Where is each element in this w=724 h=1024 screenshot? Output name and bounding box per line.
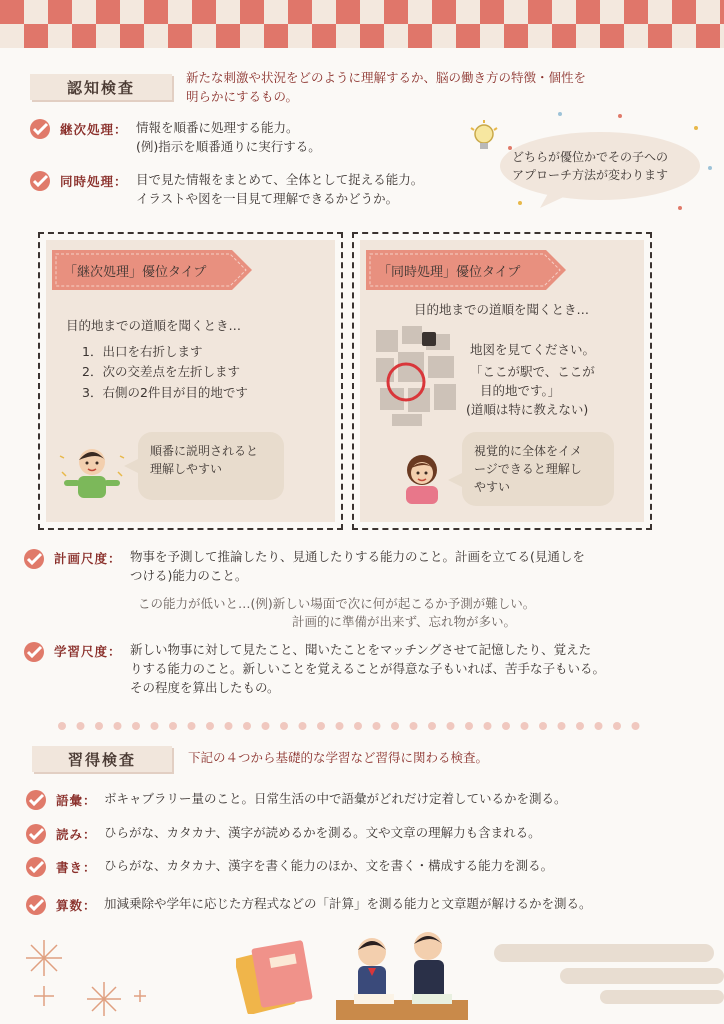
- students-illustration: [332, 926, 472, 1022]
- cloud-stripe: [494, 944, 714, 962]
- sequential-bubble: [138, 432, 284, 500]
- reading-term: 読み：: [56, 827, 97, 842]
- planning-term: 計画尺度：: [54, 551, 122, 566]
- writing-text: ひらがな、カタカナ、漢字を書く能力のほか、文を書く・構成する能力を測る。: [104, 858, 554, 873]
- sequential-prompt: 目的地までの道順を聞くとき…: [66, 318, 242, 333]
- check-icon: [24, 856, 48, 878]
- simultaneous-bubble-line2: ージできると理解し: [474, 462, 582, 476]
- map-line4: (道順は特に教えない): [466, 402, 589, 417]
- map-line3: 目的地です。」: [480, 383, 561, 398]
- simultaneous-bubble-line1: 視覚的に全体をイメ: [474, 444, 582, 458]
- cognitive-title: 認知検査: [30, 74, 172, 100]
- sequential-step-3: 3．右側の2件目が目的地です: [82, 385, 248, 400]
- sequential-bubble-line2: 理解しやすい: [150, 462, 223, 476]
- cloud-stripe: [560, 968, 724, 984]
- boy-illustration: [58, 442, 126, 502]
- speech-line2: アプローチ方法が変わります: [512, 168, 669, 182]
- sequential-step-2: 2．次の交差点を左折します: [82, 364, 240, 379]
- check-icon: [24, 823, 48, 845]
- cognitive-desc-line2: 明らかにするもの。: [186, 89, 299, 104]
- math-term: 算数：: [56, 898, 97, 913]
- check-icon: [22, 548, 46, 570]
- simultaneous-banner: 「同時処理」優位タイプ: [378, 264, 521, 280]
- planning-line2: つける)能力のこと。: [130, 568, 248, 583]
- planning-line1: 物事を予測して推論したり、見通したりする能力のこと。計画を立てる(見通しを: [130, 549, 585, 564]
- vocab-text: ボキャブラリー量のこと。日常生活の中で語彙がどれだけ定着しているかを測る。: [104, 791, 567, 806]
- learning-line3: その程度を算出したもの。: [130, 680, 280, 695]
- check-icon: [28, 170, 52, 192]
- simultaneous-line2: イラストや図を一目見て理解できるかどうか。: [136, 191, 399, 206]
- check-icon: [22, 641, 46, 663]
- learning-line1: 新しい物事に対して見たこと、聞いたことをマッチングさせて記憶したり、覚えた: [130, 642, 592, 657]
- sequential-bubble-line1: 順番に説明されると: [150, 444, 259, 458]
- check-icon: [28, 118, 52, 140]
- simultaneous-term: 同時処理：: [60, 174, 128, 189]
- cloud-stripe: [600, 990, 724, 1004]
- girl-illustration: [394, 446, 450, 506]
- learning-term: 学習尺度：: [54, 644, 122, 659]
- cognitive-desc-line1: 新たな刺激や状況をどのように理解するか、脳の働き方の特徴・個性を: [186, 70, 587, 85]
- simultaneous-line1: 目で見た情報をまとめて、全体として捉える能力。: [136, 172, 424, 187]
- map-line2: 「ここが駅で、ここが: [470, 364, 595, 379]
- check-icon: [24, 789, 48, 811]
- sequential-line2: (例)指示を順番通りに実行する。: [136, 139, 321, 154]
- sequential-term: 継次処理：: [60, 122, 128, 137]
- vocab-term: 語彙：: [56, 793, 97, 808]
- map-illustration: [372, 322, 462, 430]
- math-text: 加減乗除や学年に応じた方程式などの「計算」を測る能力と文章題が解けるかを測る。: [104, 896, 592, 911]
- simultaneous-bubble: [462, 432, 614, 506]
- sparkle-decoration: [20, 936, 160, 1020]
- learning-line2: りする能力のこと。新しいことを覚えることが得意な子もいれば、苦手な子もいる。: [130, 661, 606, 676]
- sequential-banner: 「継次処理」優位タイプ: [64, 264, 207, 280]
- sequential-line1: 情報を順番に処理する能力。: [136, 120, 299, 135]
- planning-note1: この能力が低いと…(例)新しい場面で次に何が起こるか予測が難しい。: [138, 596, 536, 611]
- simultaneous-prompt: 目的地までの道順を聞くとき…: [414, 302, 590, 317]
- map-line1: 地図を見てください。: [470, 342, 596, 357]
- dotted-divider: [56, 718, 656, 734]
- writing-term: 書き：: [56, 860, 97, 875]
- speech-line1: どちらが優位かでその子への: [512, 150, 669, 164]
- sequential-step-1: 1．出口を右折します: [82, 344, 203, 359]
- confetti-decoration: [500, 108, 720, 218]
- check-icon: [24, 894, 48, 916]
- reading-text: ひらがな、カタカナ、漢字が読めるかを測る。文や文章の理解力も含まれる。: [104, 825, 541, 840]
- acquisition-desc: 下記の４つから基礎的な学習など習得に関わる検査。: [188, 750, 489, 765]
- acquisition-title: 習得検査: [32, 746, 172, 772]
- checkered-header: [0, 0, 724, 48]
- simultaneous-bubble-line3: やすい: [474, 480, 511, 494]
- planning-note2: 計画的に準備が出来ず、忘れ物が多い。: [292, 614, 517, 629]
- notebooks-illustration: [236, 934, 324, 1014]
